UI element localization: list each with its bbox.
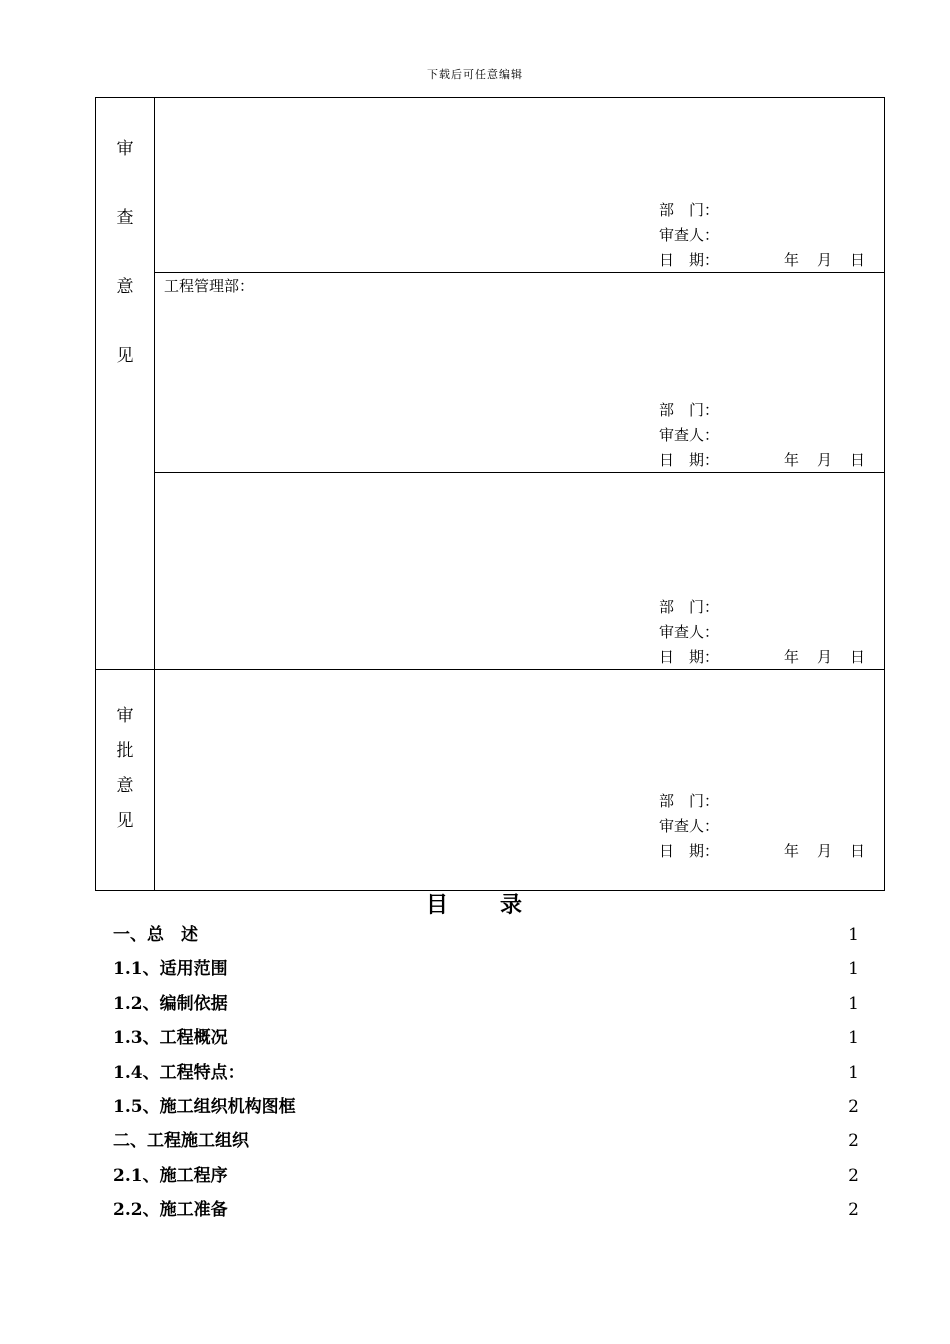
toc-entry[interactable] [113,1023,863,1057]
toc-entry[interactable] [113,1161,863,1195]
date-line: 日 期： 年 月 日 [659,648,866,666]
page-header-watermark: 下载后可任意编辑 [427,68,523,81]
date-line: 日 期： 年 月 日 [659,842,866,860]
reviewer-line: 审查人： [659,623,720,641]
review-approval-form [95,97,885,891]
department-line: 部 门： [659,792,720,810]
toc-entry-label: 2.1、施工程序 [113,1165,228,1186]
reviewer-line: 审查人： [659,226,720,244]
department-line: 部 门： [659,598,720,616]
approval-label-char: 审 [116,706,134,726]
toc-entry[interactable] [113,954,863,988]
toc-entry[interactable] [113,989,863,1023]
department-line: 部 门： [659,401,720,419]
engineering-dept-title: 工程管理部： [164,277,255,295]
toc-entry-page: 1 [848,993,859,1014]
toc-entry-label: 1.4、工程特点： [113,1062,245,1083]
toc-entry[interactable] [113,1058,863,1092]
signature-block [659,595,874,670]
approval-label-char: 批 [116,741,134,761]
date-line: 日 期： 年 月 日 [659,251,866,269]
toc-entry-page: 2 [848,1200,859,1221]
toc-entry-label: 1.3、工程概况 [113,1028,228,1049]
review-label-char: 见 [116,346,134,366]
reviewer-line: 审查人： [659,817,720,835]
toc-entry-label: 1.1、适用范围 [113,959,228,980]
toc-entry-label: 2.2、施工准备 [113,1200,228,1221]
toc-entry-label: 1.2、编制依据 [113,993,228,1014]
toc-entry-page: 1 [848,1062,859,1083]
toc-entry-page: 2 [848,1131,859,1152]
toc-entry-page: 2 [848,1165,859,1186]
toc-entry-page: 2 [848,1096,859,1117]
toc-title: 目 录 [425,892,525,918]
approval-label-char: 意 [116,776,134,796]
approval-label-char: 见 [116,811,134,831]
toc-entry[interactable] [113,920,863,954]
table-of-contents [113,920,863,1230]
toc-entry-page: 1 [848,925,859,945]
department-line: 部 门： [659,201,720,219]
toc-entry[interactable] [113,1092,863,1126]
label-column-divider [154,98,155,890]
review-label-char: 审 [116,139,134,159]
signature-block [659,198,874,273]
toc-entry-page: 1 [848,959,859,980]
date-line: 日 期： 年 月 日 [659,451,866,469]
signature-block [659,789,874,864]
toc-entry[interactable] [113,1195,863,1229]
reviewer-line: 审查人： [659,426,720,444]
toc-entry-label: 二、工程施工组织 [113,1131,249,1152]
toc-entry-label: 1.5、施工组织机构图框 [113,1096,296,1117]
toc-entry-label: 一、总 述 [113,925,198,945]
review-label-char: 查 [116,208,134,228]
toc-entry[interactable] [113,1126,863,1160]
review-label-char: 意 [116,277,134,297]
toc-entry-page: 1 [848,1028,859,1049]
signature-block [659,398,874,473]
